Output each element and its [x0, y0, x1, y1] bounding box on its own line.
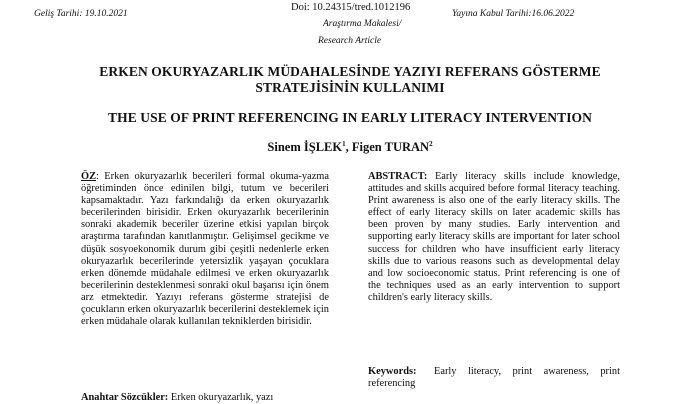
article-type-en: Research Article [318, 36, 382, 46]
author-2: Figen TURAN [351, 140, 430, 155]
article-type-tr: Araştırma Makalesi/ [323, 19, 402, 29]
keywords-en-line2: referencing [368, 378, 416, 390]
title-tr-line1: ERKEN OKURYAZARLIK MÜDAHALESİNDE YAZIYI REFERANS GÖSTERME [99, 64, 601, 79]
keywords-en [368, 366, 620, 390]
keywords-tr [81, 392, 329, 404]
title-en: THE USE OF PRINT REFERENCING IN EARLY LITERACY INTERVENTION [107, 110, 593, 125]
author-1-affiliation: 1 [342, 140, 346, 148]
keywords-en-label: Keywords: [368, 366, 417, 377]
abstract-en [368, 171, 620, 304]
doi: Doi: 10.24315/tred.1012196 [291, 2, 411, 13]
keywords-tr-text: Erken okuryazarlık, yazı [168, 392, 274, 403]
author-separator: , [345, 140, 352, 155]
accepted-date: Yayına Kabul Tarihi:16.06.2022 [452, 9, 575, 19]
abstract-en-text: Early literacy skills include knowledge, attitudes and skills acquired before formal literacy teaching. Print awareness is also one of the early literacy skills. The effect of early literacy skills on later academic skills has been proven by many studies. Early intervention and supporting early literacy skills are important for later school success for children who have insufficient early literacy skills due to various reasons such as developmental delay and low socioeconomic status. Print referencing is one of the techniques used as an early intervention to support children's early literacy skills. [368, 171, 620, 303]
abstract-tr-label: ÖZ [81, 171, 97, 182]
author-2-affiliation: 2 [429, 140, 433, 148]
keywords-tr-label: Anahtar Sözcükler: [81, 392, 169, 403]
authors [0, 140, 700, 155]
author-1: Sinem İŞLEK [267, 140, 343, 155]
keywords-en-line1: Early literacy, print awareness, print [434, 366, 620, 377]
abstract-en-label: ABSTRACT: [368, 171, 428, 182]
abstract-tr-text: : Erken okuryazarlık becerileri formal okuma-yazma öğretiminden önce edinilen bilgi, tutum ve becerileri kapsamaktadır. Yazı farkındalığı da erken okuryazarlık becerilerinden birisidir. Erken okuryazarlık becerilerinin sonraki akademik beceriler üzerine etkisi yapılan birçok araştırma tarafından kanıtlanmıştır. Gelişimsel gecikme ve düşük sosyoekonomik durum gibi çeşitli nedenlerle erken okuryazarlık becerilerinde yetersizlik yaşayan çocuklara erken dönemde müdahale edilmesi ve erken okuryazarlık becerilerinin desteklenmesi sonraki okul başarısı için önem arz etmektedir. Yazıyı referans gösterme stratejisi de çocukların erken okuryazarlık becerilerini desteklemek için erken müdahale olarak kullanılan tekniklerden birisidir. [81, 171, 329, 328]
abstract-tr [81, 171, 329, 328]
title-tr-line2: STRATEJİSİNİN KULLANIMI [255, 80, 445, 95]
received-date: Geliş Tarihi: 19.10.2021 [34, 9, 128, 19]
